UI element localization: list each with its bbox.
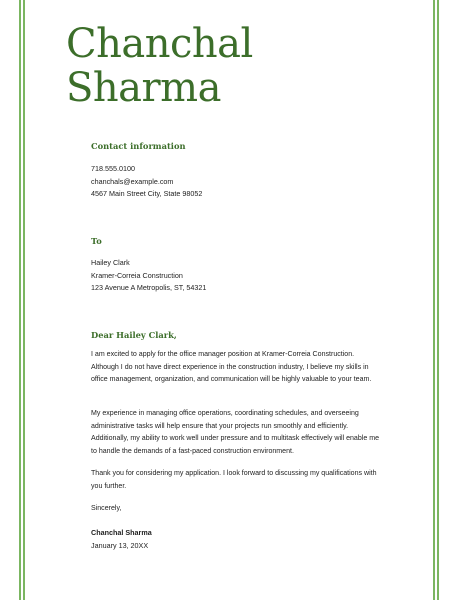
recipient-heading: To: [91, 236, 102, 246]
right-border-rule-inner: [433, 0, 435, 600]
left-border-rule-inner: [23, 0, 25, 600]
sender-first-name: Chanchal: [66, 21, 253, 67]
sender-name: [66, 22, 253, 110]
right-border-rule-outer: [437, 0, 439, 600]
signature-name: Chanchal Sharma: [91, 528, 152, 537]
recipient-company: Kramer-Correia Construction: [91, 270, 183, 280]
salutation: Dear Hailey Clark,: [91, 330, 177, 340]
closing: Sincerely,: [91, 505, 122, 512]
contact-block: [91, 163, 391, 201]
contact-phone: 718.555.0100: [91, 164, 135, 173]
recipient-name: Hailey Clark: [91, 258, 130, 267]
body-paragraph-1: I am excited to apply for the office manager position at Kramer-Correia Construction. Although I do not have direct experience in the construction industry, I believe my skills in office management, organization, and communication will be highly valuable to your team.: [91, 351, 372, 383]
contact-address: 4567 Main Street City, State 98052: [91, 189, 203, 198]
body-paragraph-3: Thank you for considering my application. I look forward to discussing my qualifications with you further.: [91, 470, 377, 490]
sender-last-name: Sharma: [66, 65, 221, 111]
contact-heading: Contact information: [91, 141, 186, 151]
contact-email: chanchals@example.com: [91, 176, 174, 186]
left-border-rule-outer: [19, 0, 21, 600]
body-paragraph-2: My experience in managing office operations, coordinating schedules, and overseeing administrative tasks will help ensure that your projects run smoothly and efficiently. Additionally, my ability to work well under pressure and to multitask effectively will enable me to handle the demands of a fast-paced construction environment.: [91, 410, 380, 455]
recipient-address: 123 Avenue A Metropolis, ST, 54321: [91, 283, 207, 292]
recipient-block: [91, 257, 391, 295]
letter-date: January 13, 20XX: [91, 541, 149, 550]
